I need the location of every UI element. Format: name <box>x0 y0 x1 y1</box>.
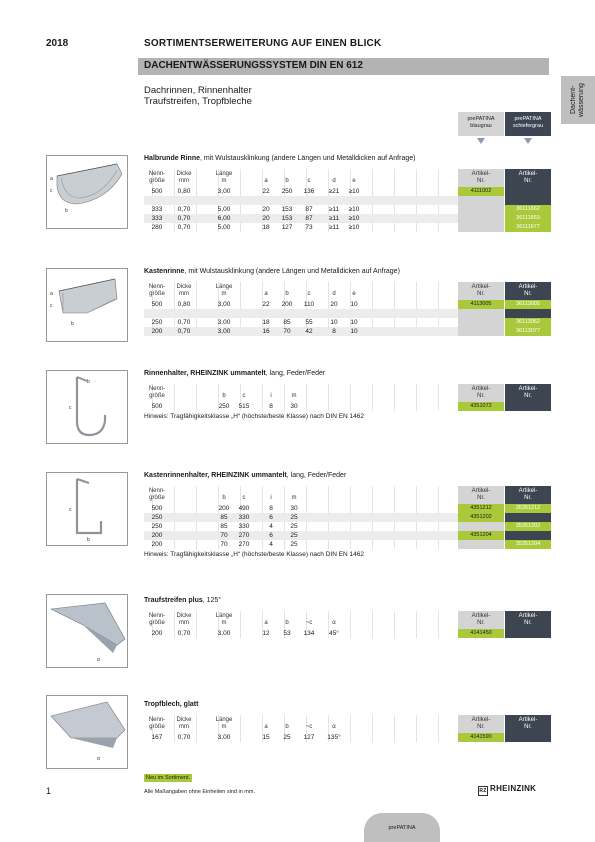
column-header: α <box>332 724 336 730</box>
article-number-blaugrau[interactable]: 4111002 <box>458 187 504 196</box>
table-cell: 153 <box>281 215 293 222</box>
table-cell: 200 <box>151 328 163 335</box>
column-header: a <box>264 291 268 297</box>
table-cell: 10 <box>350 319 358 326</box>
table-cell: 330 <box>238 514 250 521</box>
table-cell: ≥10 <box>348 224 360 231</box>
table-cell: 200 <box>281 301 293 308</box>
table-cell: 10 <box>330 319 338 326</box>
article-number-schiefergrau[interactable]: 35351204 <box>505 540 551 549</box>
product-title <box>144 268 400 275</box>
table-header <box>144 169 549 187</box>
side-tab-label: Dachent- wässerung <box>570 83 585 117</box>
article-number-header: Artikel- Nr. <box>471 613 491 626</box>
table-cell: 0,70 <box>177 206 191 213</box>
traufstreifen-image <box>46 594 128 668</box>
product-title <box>144 155 415 162</box>
hint-text: Hinweis: Tragfähigkeitsklasse „H“ (höchste/beste Klasse) nach DIN EN 1462 <box>144 551 365 558</box>
column-header: b <box>285 620 289 626</box>
header-title: SORTIMENTSERWEITERUNG AUF EINEN BLICK <box>144 38 382 49</box>
table-cell: 134 <box>303 630 315 637</box>
column-header: ~c <box>305 724 313 730</box>
product-title-rest: , 125° <box>202 597 222 604</box>
column-head-schiefergrau: prePATINA schiefergrau <box>505 112 551 136</box>
table-header <box>144 486 549 504</box>
table-cell: 500 <box>151 188 163 195</box>
table-cell: 25 <box>290 523 298 530</box>
table-cell: 0,80 <box>177 301 191 308</box>
article-number-schiefergrau[interactable]: 35351202 <box>505 522 551 531</box>
svg-text:c: c <box>69 507 72 513</box>
article-number-blaugrau[interactable]: 4351202 <box>458 513 504 522</box>
table-cell: 5,00 <box>217 206 231 213</box>
table-cell: 85 <box>283 319 291 326</box>
table-cell: 3,00 <box>217 319 231 326</box>
table-cell: 30 <box>290 505 298 512</box>
column-header: e <box>352 178 356 184</box>
product-title-bold: Kastenrinnenhalter, RHEINZINK ummantelt <box>144 472 287 479</box>
table-cell: ≥21 <box>328 188 340 195</box>
table-row <box>144 300 458 309</box>
column-header: c <box>242 495 246 501</box>
column-header: a <box>264 620 268 626</box>
column-header: α <box>332 620 336 626</box>
table-cell: 0,70 <box>177 224 191 231</box>
table-cell: 42 <box>305 328 313 335</box>
table-cell: 333 <box>151 206 163 213</box>
table-cell: 0,70 <box>177 630 191 637</box>
table-cell: ≥11 <box>328 224 340 231</box>
table-row <box>144 187 458 196</box>
column-header: i <box>270 393 272 399</box>
column-header: ~c <box>305 620 313 626</box>
table-cell: ≥10 <box>348 188 360 195</box>
page-number: 1 <box>46 786 52 796</box>
article-number-schiefergrau[interactable]: 36111662 <box>505 205 551 214</box>
article-number-schiefergrau[interactable]: 36113005 <box>505 300 551 309</box>
table-cell: 5,00 <box>217 224 231 231</box>
block-kastenrinnenhalter <box>144 472 549 582</box>
product-title-rest: , lang, Feder/Feder <box>265 370 326 377</box>
table-cell: 30 <box>290 403 298 410</box>
article-number-schiefergrau[interactable]: 36111663 <box>505 214 551 223</box>
column-header: e <box>352 291 356 297</box>
column-header: b <box>222 393 226 399</box>
table-row <box>144 540 458 549</box>
article-number-header: Artikel- Nr. <box>518 613 538 626</box>
table-cell: 270 <box>238 541 250 548</box>
table-header <box>144 715 549 733</box>
column-head-blaugrau: prePATINA blaugrau <box>458 112 504 136</box>
table-cell: 8 <box>269 505 273 512</box>
article-number-blaugrau[interactable]: 4113005 <box>458 300 504 309</box>
subtitle-line-1: Dachrinnen, Rinnenhalter <box>144 85 252 96</box>
table-row <box>144 223 458 232</box>
table-cell: 45° <box>329 630 339 637</box>
arrow-down-icon <box>524 138 532 144</box>
table-cell: 53 <box>283 630 291 637</box>
table-cell: 87 <box>305 215 313 222</box>
rheinzink-logo <box>478 784 536 796</box>
subtitle <box>144 85 252 107</box>
table-cell: 8 <box>269 403 273 410</box>
product-title-bold: Rinnenhalter, RHEINZINK ummantelt <box>144 370 266 377</box>
product-title-bold: Tropfblech, glatt <box>144 701 199 708</box>
article-number-header: Artikel- Nr. <box>471 171 491 184</box>
svg-text:c: c <box>50 188 53 194</box>
table-cell: 3,00 <box>217 734 231 741</box>
kastenrinne-image <box>46 268 128 342</box>
product-title-bold: Halbrunde Rinne <box>144 155 201 162</box>
column-header: c <box>307 178 311 184</box>
svg-text:a: a <box>50 291 53 297</box>
column-header: b <box>285 724 289 730</box>
product-title-rest: , lang, Feder/Feder <box>286 472 347 479</box>
table-cell: 110 <box>303 301 315 308</box>
table-cell: 153 <box>281 206 293 213</box>
article-number-schiefergrau[interactable]: 36113077 <box>505 327 551 336</box>
table-cell: 55 <box>305 319 313 326</box>
article-number-schiefergrau[interactable]: 36111677 <box>505 223 551 232</box>
table-header <box>144 384 549 402</box>
article-number-schiefergrau[interactable]: 36113062 <box>505 318 551 327</box>
product-title-rest: , mit Wulstausklinkung (andere Längen und Metalldicken auf Anfrage) <box>184 268 400 275</box>
table-cell: 4 <box>269 541 273 548</box>
table-cell: 73 <box>305 224 313 231</box>
table-cell: 6 <box>269 532 273 539</box>
new-in-range-label: Neu im Sortiment. <box>146 775 191 781</box>
table-cell: 167 <box>151 734 163 741</box>
table-cell: 87 <box>305 206 313 213</box>
article-number-header: Artikel- Nr. <box>471 717 491 730</box>
table-cell: 0,70 <box>177 328 191 335</box>
column-header: i <box>270 495 272 501</box>
table-cell: 200 <box>218 505 230 512</box>
table-cell: 330 <box>238 523 250 530</box>
svg-text:b: b <box>71 321 74 327</box>
table-cell: 85 <box>220 523 228 530</box>
article-number-blaugrau[interactable]: 4141590 <box>458 733 504 742</box>
column-header: d <box>332 291 336 297</box>
table-header <box>144 611 549 629</box>
article-number-blaugrau[interactable]: 4141450 <box>458 629 504 638</box>
table-row <box>144 513 458 522</box>
table-cell: 200 <box>151 541 163 548</box>
column-header: Länge m <box>215 717 233 730</box>
svg-text:α: α <box>97 756 100 762</box>
table-cell: 20 <box>330 301 338 308</box>
table-cell: ≥11 <box>328 206 340 213</box>
column-header: c <box>307 291 311 297</box>
block-halbrunde-rinne <box>144 155 549 250</box>
article-number-blaugrau[interactable]: 4351212 <box>458 504 504 513</box>
table-cell: 10 <box>350 301 358 308</box>
table-cell: 18 <box>262 224 270 231</box>
table-cell: 0,80 <box>177 188 191 195</box>
table-cell: 25 <box>290 541 298 548</box>
column-header: m <box>291 495 297 501</box>
column-header: b <box>285 178 289 184</box>
table-cell: 8 <box>332 328 336 335</box>
table-cell: 0,70 <box>177 215 191 222</box>
article-number-header: Artikel- Nr. <box>518 488 538 501</box>
header-year: 2018 <box>46 38 69 49</box>
article-number-header: Artikel- Nr. <box>518 284 538 297</box>
product-title-rest: , mit Wulstausklinkung (andere Längen und Metalldicken auf Anfrage) <box>200 155 416 162</box>
block-traufstreifen <box>144 597 549 647</box>
product-title <box>144 701 198 708</box>
table-cell: 135° <box>327 734 341 741</box>
side-tab[interactable] <box>561 76 595 124</box>
table-row <box>144 522 458 531</box>
table-cell: 250 <box>151 514 163 521</box>
table-row <box>144 504 458 513</box>
section-bar <box>138 58 549 75</box>
arrow-down-icon <box>477 138 485 144</box>
table-cell: 25 <box>290 532 298 539</box>
column-header: a <box>264 178 268 184</box>
article-number-header: Artikel- Nr. <box>471 284 491 297</box>
svg-text:c: c <box>69 405 72 411</box>
logo-mark-icon: RZ <box>479 788 487 794</box>
table-row <box>144 402 458 411</box>
table-cell: 500 <box>151 403 163 410</box>
column-header: b <box>285 291 289 297</box>
tropfblech-image <box>46 695 128 769</box>
table-cell: 3,00 <box>217 301 231 308</box>
table-cell: 70 <box>220 541 228 548</box>
table-cell: 25 <box>283 734 291 741</box>
block-tropfblech <box>144 701 549 751</box>
svg-text:c: c <box>50 303 53 309</box>
section-title: DACHENTWÄSSERUNGSSYSTEM DIN EN 612 <box>144 60 363 71</box>
product-title-bold: Kastenrinne <box>144 268 185 275</box>
svg-text:b: b <box>87 537 90 543</box>
column-header: Nenn- größe <box>148 284 166 297</box>
hint-text: Hinweis: Tragfähigkeitsklasse „H“ (höchste/beste Klasse) nach DIN EN 1462 <box>144 413 365 420</box>
svg-text:b: b <box>87 379 90 385</box>
table-cell: 500 <box>151 301 163 308</box>
table-row <box>144 309 458 318</box>
column-header: Länge m <box>215 613 233 626</box>
block-rinnenhalter <box>144 370 549 430</box>
article-number-header: Artikel- Nr. <box>518 386 538 399</box>
halbrunde-rinne-image <box>46 155 128 229</box>
product-title <box>144 370 325 377</box>
column-header: c <box>242 393 246 399</box>
table-row <box>144 196 458 205</box>
article-number-blaugrau[interactable]: 4351204 <box>458 531 504 540</box>
table-cell: 10 <box>350 328 358 335</box>
column-header: a <box>264 724 268 730</box>
table-cell: 6,00 <box>217 215 231 222</box>
svg-text:α: α <box>97 657 100 663</box>
product-title <box>144 472 346 479</box>
column-header: Nenn- größe <box>148 717 166 730</box>
table-cell: 18 <box>262 319 270 326</box>
table-cell: 0,70 <box>177 734 191 741</box>
table-cell: 280 <box>151 224 163 231</box>
table-cell: 16 <box>262 328 270 335</box>
table-cell: 70 <box>220 532 228 539</box>
article-number-blaugrau[interactable]: 4351072 <box>458 402 504 411</box>
table-cell: 127 <box>281 224 293 231</box>
kastenrinnenhalter-image <box>46 472 128 546</box>
column-header: m <box>291 393 297 399</box>
column-header: Dicke mm <box>176 613 192 626</box>
table-cell: 515 <box>238 403 250 410</box>
table-cell: 4 <box>269 523 273 530</box>
column-header: Nenn- größe <box>148 613 166 626</box>
table-cell: 3,00 <box>217 328 231 335</box>
column-header: Nenn- größe <box>148 488 166 501</box>
table-cell: 136 <box>303 188 315 195</box>
table-cell: 20 <box>262 206 270 213</box>
svg-text:b: b <box>65 208 68 214</box>
table-cell: 22 <box>262 301 270 308</box>
table-row <box>144 629 458 638</box>
subtitle-line-2: Traufstreifen, Tropfbleche <box>144 96 252 107</box>
table-cell: 250 <box>218 403 230 410</box>
table-cell: ≥10 <box>348 206 360 213</box>
table-row <box>144 733 458 742</box>
table-cell: 490 <box>238 505 250 512</box>
bottom-tab-prepatina[interactable] <box>364 813 440 842</box>
table-row <box>144 327 458 336</box>
column-header: Dicke mm <box>176 171 192 184</box>
product-title <box>144 597 221 604</box>
table-cell: 15 <box>262 734 270 741</box>
table-cell: 200 <box>151 630 163 637</box>
rinnenhalter-image <box>46 370 128 444</box>
column-header: Dicke mm <box>176 717 192 730</box>
table-row <box>144 205 458 214</box>
table-cell: 500 <box>151 505 163 512</box>
table-row <box>144 214 458 223</box>
table-cell: 3,00 <box>217 630 231 637</box>
table-cell: 6 <box>269 514 273 521</box>
column-header: Dicke mm <box>176 284 192 297</box>
table-cell: 22 <box>262 188 270 195</box>
table-cell: 200 <box>151 532 163 539</box>
table-row <box>144 318 458 327</box>
units-note: Alle Maßangaben ohne Einheiten sind in mm. <box>144 789 255 795</box>
table-cell: 0,70 <box>177 319 191 326</box>
logo-text: RHEINZINK <box>490 784 537 793</box>
column-header: Nenn- größe <box>148 171 166 184</box>
table-cell: ≥11 <box>328 215 340 222</box>
table-cell: 250 <box>281 188 293 195</box>
column-header: Länge m <box>215 171 233 184</box>
table-header <box>144 282 549 300</box>
bottom-tab-label: prePATINA <box>388 825 416 831</box>
table-cell: 25 <box>290 514 298 521</box>
table-cell: 85 <box>220 514 228 521</box>
table-cell: ≥10 <box>348 215 360 222</box>
table-cell: 250 <box>151 319 163 326</box>
column-header: d <box>332 178 336 184</box>
table-cell: 3,00 <box>217 188 231 195</box>
table-cell: 333 <box>151 215 163 222</box>
table-cell: 20 <box>262 215 270 222</box>
column-header: Länge m <box>215 284 233 297</box>
table-cell: 127 <box>303 734 315 741</box>
table-cell: 270 <box>238 532 250 539</box>
svg-text:a: a <box>50 176 53 182</box>
article-number-header: Artikel- Nr. <box>471 386 491 399</box>
table-cell: 12 <box>262 630 270 637</box>
article-number-header: Artikel- Nr. <box>471 488 491 501</box>
article-number-header: Artikel- Nr. <box>518 717 538 730</box>
column-header: b <box>222 495 226 501</box>
block-kastenrinne <box>144 268 549 350</box>
table-row <box>144 531 458 540</box>
product-title-bold: Traufstreifen plus <box>144 597 203 604</box>
table-cell: 250 <box>151 523 163 530</box>
table-cell: 70 <box>283 328 291 335</box>
article-number-header: Artikel- Nr. <box>518 171 538 184</box>
article-number-schiefergrau[interactable]: 35351212 <box>505 504 551 513</box>
column-header: Nenn- größe <box>148 386 166 399</box>
